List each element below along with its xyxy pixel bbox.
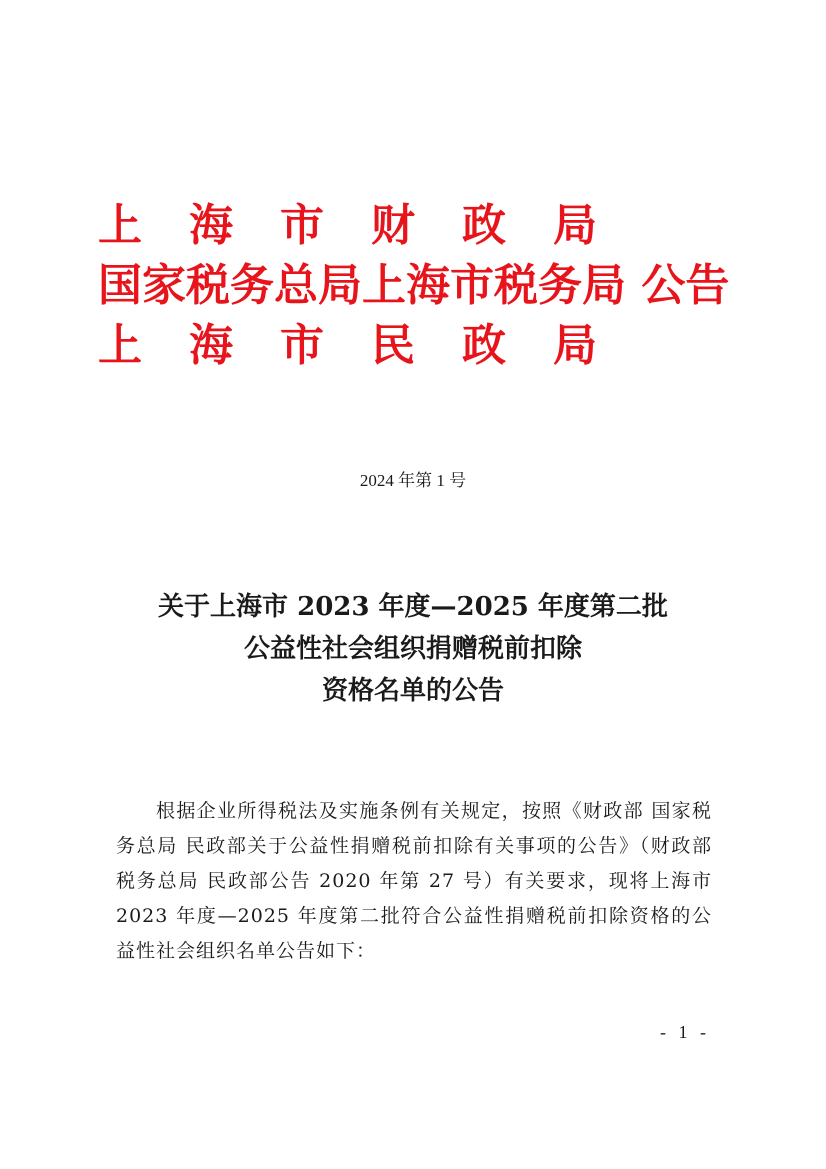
title-line-1: 关于上海市 2023 年度—2025 年度第二批 (158, 592, 668, 622)
header-issuer-finance-bureau: 上海市财政局 (98, 200, 644, 251)
document-header (98, 196, 738, 376)
title-line-2: 公益性社会组织捐赠税前扣除 (243, 634, 582, 664)
page-number: - 1 - (660, 1022, 710, 1042)
header-issuer-tax-bureau: 国家税务总局上海市税务局 公告 (98, 260, 730, 311)
document-title (0, 586, 826, 712)
body-paragraph: 根据企业所得税法及实施条例有关规定，按照《财政部 国家税务总局 民政部关于公益性捐赠税前扣除有关事项的公告》（财政部 税务总局 民政部公告 2020 年第 27 号）有关要求，现将上海市 2023 年度—2025 年度第二批符合公益性捐赠税前扣除资格的公益性社会组织名单公告如下： (116, 800, 712, 962)
document-number: 2024 年第 1 号 (359, 471, 467, 490)
title-line-3: 资格名单的公告 (321, 676, 504, 706)
header-issuer-civil-affairs-bureau: 上海市民政局 (98, 320, 644, 371)
